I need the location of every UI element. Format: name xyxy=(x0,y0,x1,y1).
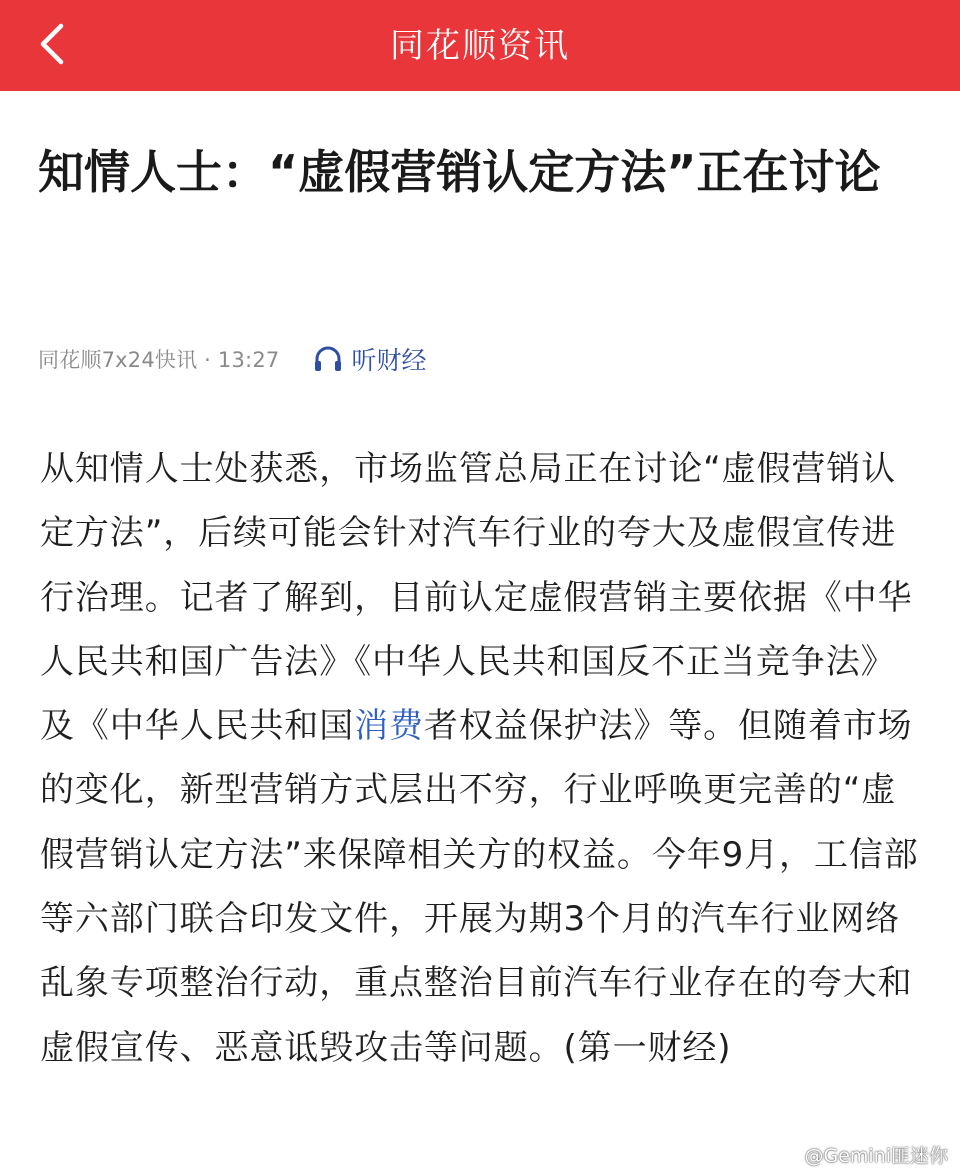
weibo-logo-icon xyxy=(772,1144,798,1166)
back-button[interactable] xyxy=(22,14,82,74)
consumer-keyword-link[interactable]: 消费 xyxy=(354,706,424,747)
article-body xyxy=(40,437,930,1080)
watermark-text: @Gemini匪迷你 xyxy=(804,1145,948,1167)
weibo-watermark xyxy=(772,1141,948,1168)
top-navigation-bar xyxy=(0,0,960,91)
listen-label: 听财经 xyxy=(351,346,427,375)
article-body-text-part2: 者权益保护法》等。但随着市场的变化，新型营销方式层出不穷，行业呼唤更完善的“虚假营销认定方法”来保障相关方的权益。今年9月，工信部等六部门联合印发文件，开展为期3个月的汽车行业网络乱象专项整治行动，重点整治目前汽车行业存在的夸大和虚假宣传、恶意诋毁攻击等问题。(第一财经) xyxy=(40,706,919,1068)
page-title: 同花顺资讯 xyxy=(390,25,570,66)
listen-audio-button[interactable] xyxy=(313,341,426,377)
article-source-time: 同花顺7x24快讯 · 13:27 xyxy=(38,348,280,372)
article-body-text-part1: 从知情人士处获悉，市场监管总局正在讨论“虚假营销认定方法”，后续可能会针对汽车行业的夸大及虚假宣传进行治理。记者了解到，目前认定虚假营销主要依据《中华人民共和国广告法》《中华人民共和国反不正当竞争法》及《中华人民共和国 xyxy=(40,449,913,747)
article-headline: 知情人士：“虚假营销认定方法”正在讨论 xyxy=(38,145,881,199)
article-meta xyxy=(38,340,426,378)
chevron-left-icon xyxy=(37,22,67,66)
headphones-icon xyxy=(313,345,343,373)
